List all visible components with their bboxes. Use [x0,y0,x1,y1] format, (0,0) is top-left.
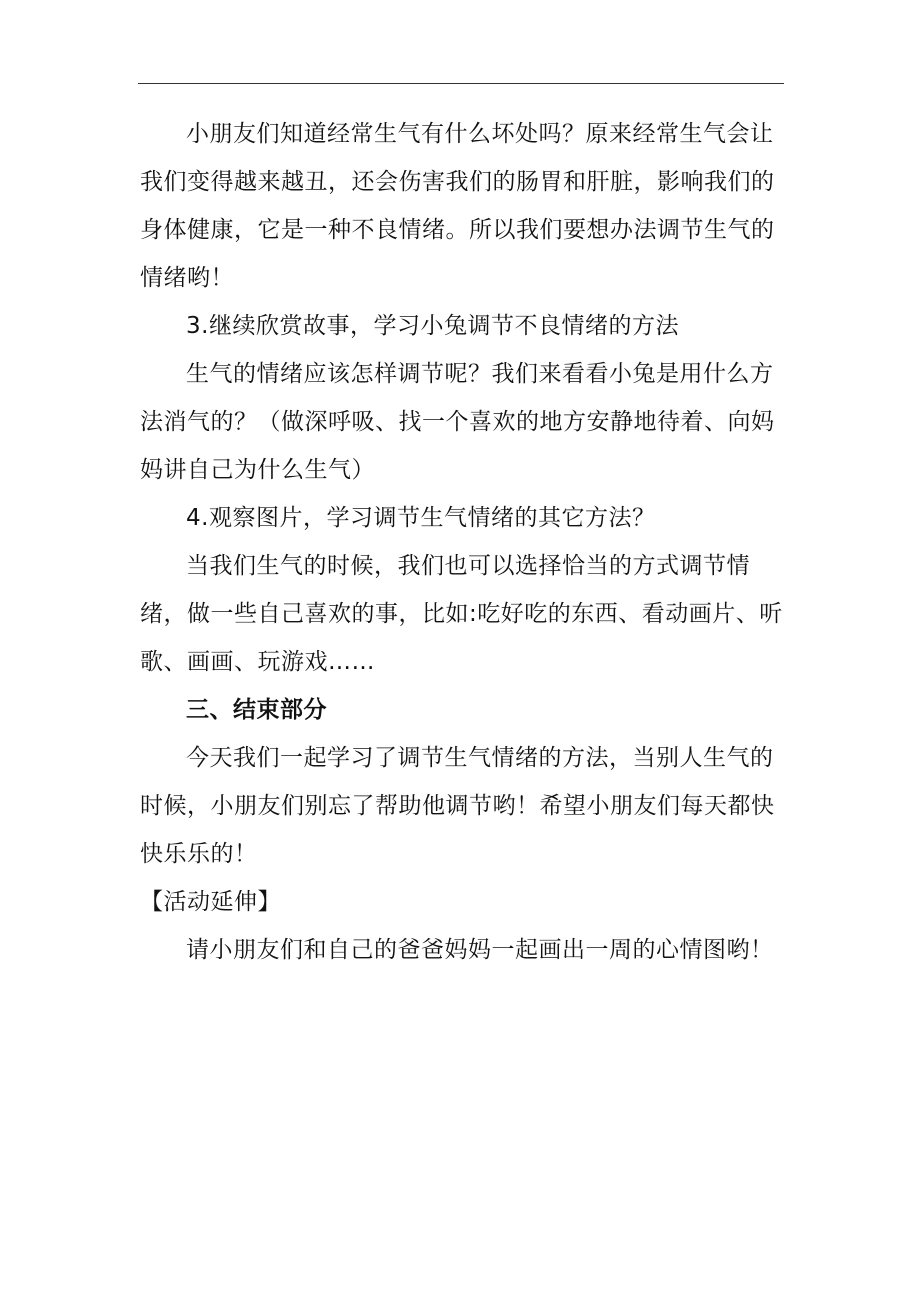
step-4-heading: 4.观察图片，学习调节生气情绪的其它方法？ [186,505,656,531]
header-rule [138,83,784,84]
section-heading-extension: 【活动延伸】 [140,889,281,915]
step-3-heading: 3.继续欣赏故事，学习小兔调节不良情绪的方法 [186,313,679,339]
paragraph-other-methods: 当我们生气的时候，我们也可以选择恰当的方式调节情绪，做一些自己喜欢的事，比如:吃好吃的东西、看动画片、听歌、画画、玩游戏…… [140,553,783,675]
section-heading-closing: 三、结束部分 [186,697,327,723]
paragraph-anger-harm: 小朋友们知道经常生气有什么坏处吗？原来经常生气会让我们变得越来越丑，还会伤害我们的肠胃和肝脏，影响我们的身体健康，它是一种不良情绪。所以我们要想办法调节生气的情绪哟！ [140,121,775,291]
paragraph-extension: 请小朋友们和自己的爸爸妈妈一起画出一周的心情图哟！ [186,937,774,963]
document-body [140,110,786,974]
paragraph-rabbit-methods: 生气的情绪应该怎样调节呢？我们来看看小兔是用什么方法消气的？（做深呼吸、找一个喜欢的地方安静地待着、向妈妈讲自己为什么生气） [140,361,775,483]
paragraph-closing: 今天我们一起学习了调节生气情绪的方法，当别人生气的时候，小朋友们别忘了帮助他调节哟！希望小朋友们每天都快快乐乐的！ [140,745,775,867]
